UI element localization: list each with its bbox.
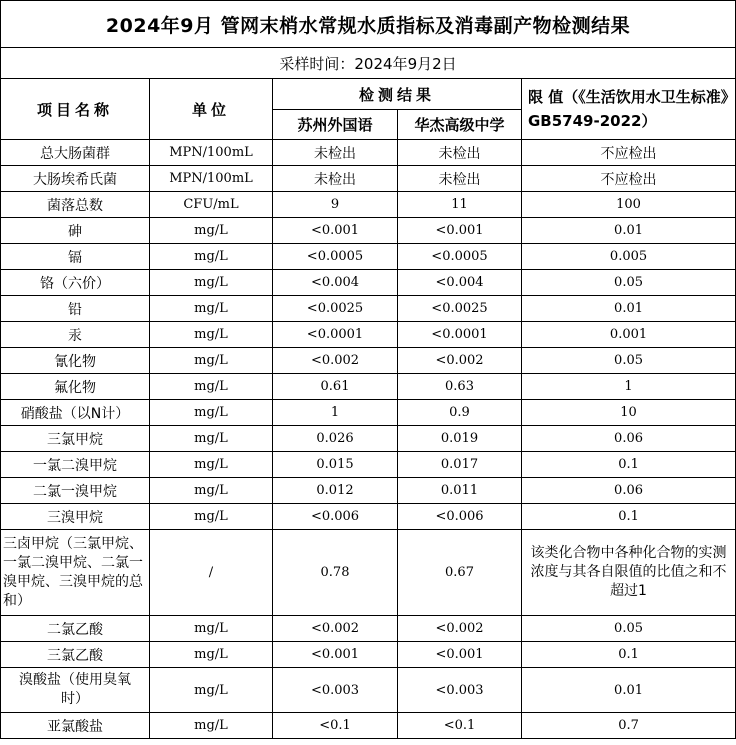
row-site2: <0.0005 bbox=[398, 244, 522, 270]
row-site1: <0.002 bbox=[273, 616, 398, 642]
table-row bbox=[1, 426, 736, 452]
table-row bbox=[1, 140, 736, 166]
row-limit: 1 bbox=[522, 374, 736, 400]
row-site2: 未检出 bbox=[398, 166, 522, 192]
header-item: 项目名称 bbox=[1, 79, 150, 140]
table-row bbox=[1, 270, 736, 296]
row-site1: 0.78 bbox=[273, 530, 398, 616]
row-site2: <0.1 bbox=[398, 713, 522, 739]
row-item: 三溴甲烷 bbox=[1, 504, 150, 530]
row-limit: 0.7 bbox=[522, 713, 736, 739]
row-site2: 0.011 bbox=[398, 478, 522, 504]
row-unit: / bbox=[150, 530, 273, 616]
row-site2: <0.0001 bbox=[398, 322, 522, 348]
row-unit: mg/L bbox=[150, 478, 273, 504]
row-limit: 10 bbox=[522, 400, 736, 426]
title-row bbox=[1, 1, 736, 48]
row-unit: mg/L bbox=[150, 452, 273, 478]
row-limit: 不应检出 bbox=[522, 166, 736, 192]
table-row bbox=[1, 616, 736, 642]
row-item: 二氯乙酸 bbox=[1, 616, 150, 642]
row-item: 铅 bbox=[1, 296, 150, 322]
row-unit: MPN/100mL bbox=[150, 140, 273, 166]
row-site2: <0.002 bbox=[398, 348, 522, 374]
row-site2: 未检出 bbox=[398, 140, 522, 166]
row-limit: 0.05 bbox=[522, 348, 736, 374]
row-unit: mg/L bbox=[150, 400, 273, 426]
row-unit: mg/L bbox=[150, 218, 273, 244]
row-unit: mg/L bbox=[150, 270, 273, 296]
row-site1: <0.002 bbox=[273, 348, 398, 374]
row-limit: 0.01 bbox=[522, 296, 736, 322]
table-row bbox=[1, 374, 736, 400]
row-item: 大肠埃希氏菌 bbox=[1, 166, 150, 192]
row-limit: 0.06 bbox=[522, 426, 736, 452]
row-site2: <0.004 bbox=[398, 270, 522, 296]
row-limit: 0.05 bbox=[522, 270, 736, 296]
row-limit: 0.01 bbox=[522, 668, 736, 713]
row-site1: <0.003 bbox=[273, 668, 398, 713]
row-site1: 0.015 bbox=[273, 452, 398, 478]
row-site1: <0.001 bbox=[273, 218, 398, 244]
row-site1: 0.012 bbox=[273, 478, 398, 504]
row-limit: 0.005 bbox=[522, 244, 736, 270]
row-unit: mg/L bbox=[150, 348, 273, 374]
row-site1: <0.0005 bbox=[273, 244, 398, 270]
row-limit: 0.06 bbox=[522, 478, 736, 504]
row-limit: 0.1 bbox=[522, 642, 736, 668]
row-site1: 9 bbox=[273, 192, 398, 218]
table-row bbox=[1, 642, 736, 668]
row-unit: mg/L bbox=[150, 616, 273, 642]
row-site2: 11 bbox=[398, 192, 522, 218]
row-site2: <0.0025 bbox=[398, 296, 522, 322]
row-unit: mg/L bbox=[150, 504, 273, 530]
row-site2: <0.006 bbox=[398, 504, 522, 530]
table-row bbox=[1, 218, 736, 244]
row-item: 汞 bbox=[1, 322, 150, 348]
header-row-1 bbox=[1, 79, 736, 110]
row-limit: 0.1 bbox=[522, 452, 736, 478]
row-unit: mg/L bbox=[150, 374, 273, 400]
sampling-time: 采样时间：2024年9月2日 bbox=[1, 48, 736, 79]
header-result: 检测结果 bbox=[273, 79, 522, 110]
row-limit: 0.05 bbox=[522, 616, 736, 642]
row-unit: mg/L bbox=[150, 426, 273, 452]
row-unit: mg/L bbox=[150, 713, 273, 739]
row-site2: <0.002 bbox=[398, 616, 522, 642]
row-site2: 0.9 bbox=[398, 400, 522, 426]
table-row bbox=[1, 504, 736, 530]
table-row bbox=[1, 400, 736, 426]
table-row bbox=[1, 348, 736, 374]
header-site2: 华杰高级中学 bbox=[398, 110, 522, 140]
row-unit: mg/L bbox=[150, 244, 273, 270]
row-item: 总大肠菌群 bbox=[1, 140, 150, 166]
row-site2: <0.001 bbox=[398, 218, 522, 244]
header-limit: 限 值（《生活饮用水卫生标准》GB5749-2022） bbox=[522, 79, 736, 140]
table-row bbox=[1, 452, 736, 478]
row-unit: mg/L bbox=[150, 668, 273, 713]
table-row bbox=[1, 322, 736, 348]
table-row bbox=[1, 668, 736, 713]
row-item: 二氯一溴甲烷 bbox=[1, 478, 150, 504]
row-item: 三氯乙酸 bbox=[1, 642, 150, 668]
row-item: 菌落总数 bbox=[1, 192, 150, 218]
subtitle-row bbox=[1, 48, 736, 79]
row-item: 溴酸盐（使用臭氧时） bbox=[1, 668, 150, 713]
row-site2: 0.017 bbox=[398, 452, 522, 478]
row-site2: <0.003 bbox=[398, 668, 522, 713]
header-site1: 苏州外国语 bbox=[273, 110, 398, 140]
row-limit: 0.01 bbox=[522, 218, 736, 244]
row-site1: 1 bbox=[273, 400, 398, 426]
row-unit: MPN/100mL bbox=[150, 166, 273, 192]
header-unit: 单位 bbox=[150, 79, 273, 140]
table-row bbox=[1, 296, 736, 322]
row-item: 镉 bbox=[1, 244, 150, 270]
row-item: 一氯二溴甲烷 bbox=[1, 452, 150, 478]
row-item: 硝酸盐（以N计） bbox=[1, 400, 150, 426]
row-item: 亚氯酸盐 bbox=[1, 713, 150, 739]
row-item: 氰化物 bbox=[1, 348, 150, 374]
row-site1: <0.006 bbox=[273, 504, 398, 530]
row-limit: 0.1 bbox=[522, 504, 736, 530]
row-unit: mg/L bbox=[150, 642, 273, 668]
row-site1: <0.001 bbox=[273, 642, 398, 668]
row-site2: 0.019 bbox=[398, 426, 522, 452]
row-site1: <0.1 bbox=[273, 713, 398, 739]
row-site1: <0.0025 bbox=[273, 296, 398, 322]
table-row bbox=[1, 244, 736, 270]
table-row bbox=[1, 192, 736, 218]
row-site2: 0.67 bbox=[398, 530, 522, 616]
row-item: 砷 bbox=[1, 218, 150, 244]
table-row bbox=[1, 530, 736, 616]
row-limit: 不应检出 bbox=[522, 140, 736, 166]
row-site1: 0.026 bbox=[273, 426, 398, 452]
row-unit: mg/L bbox=[150, 322, 273, 348]
row-site1: <0.0001 bbox=[273, 322, 398, 348]
row-limit: 0.001 bbox=[522, 322, 736, 348]
row-item: 三氯甲烷 bbox=[1, 426, 150, 452]
row-item: 铬（六价） bbox=[1, 270, 150, 296]
page-title: 2024年9月 管网末梢水常规水质指标及消毒副产物检测结果 bbox=[1, 1, 736, 48]
row-item: 氟化物 bbox=[1, 374, 150, 400]
table-row bbox=[1, 713, 736, 739]
row-site1: 0.61 bbox=[273, 374, 398, 400]
row-site1: 未检出 bbox=[273, 140, 398, 166]
table-row bbox=[1, 478, 736, 504]
row-site1: <0.004 bbox=[273, 270, 398, 296]
row-unit: mg/L bbox=[150, 296, 273, 322]
row-site1: 未检出 bbox=[273, 166, 398, 192]
row-limit: 100 bbox=[522, 192, 736, 218]
row-unit: CFU/mL bbox=[150, 192, 273, 218]
row-site2: 0.63 bbox=[398, 374, 522, 400]
row-limit: 该类化合物中各种化合物的实测浓度与其各自限值的比值之和不超过1 bbox=[522, 530, 736, 616]
row-site2: <0.001 bbox=[398, 642, 522, 668]
table-row bbox=[1, 166, 736, 192]
row-item: 三卤甲烷（三氯甲烷、一氯二溴甲烷、二氯一溴甲烷、三溴甲烷的总和） bbox=[1, 530, 150, 616]
